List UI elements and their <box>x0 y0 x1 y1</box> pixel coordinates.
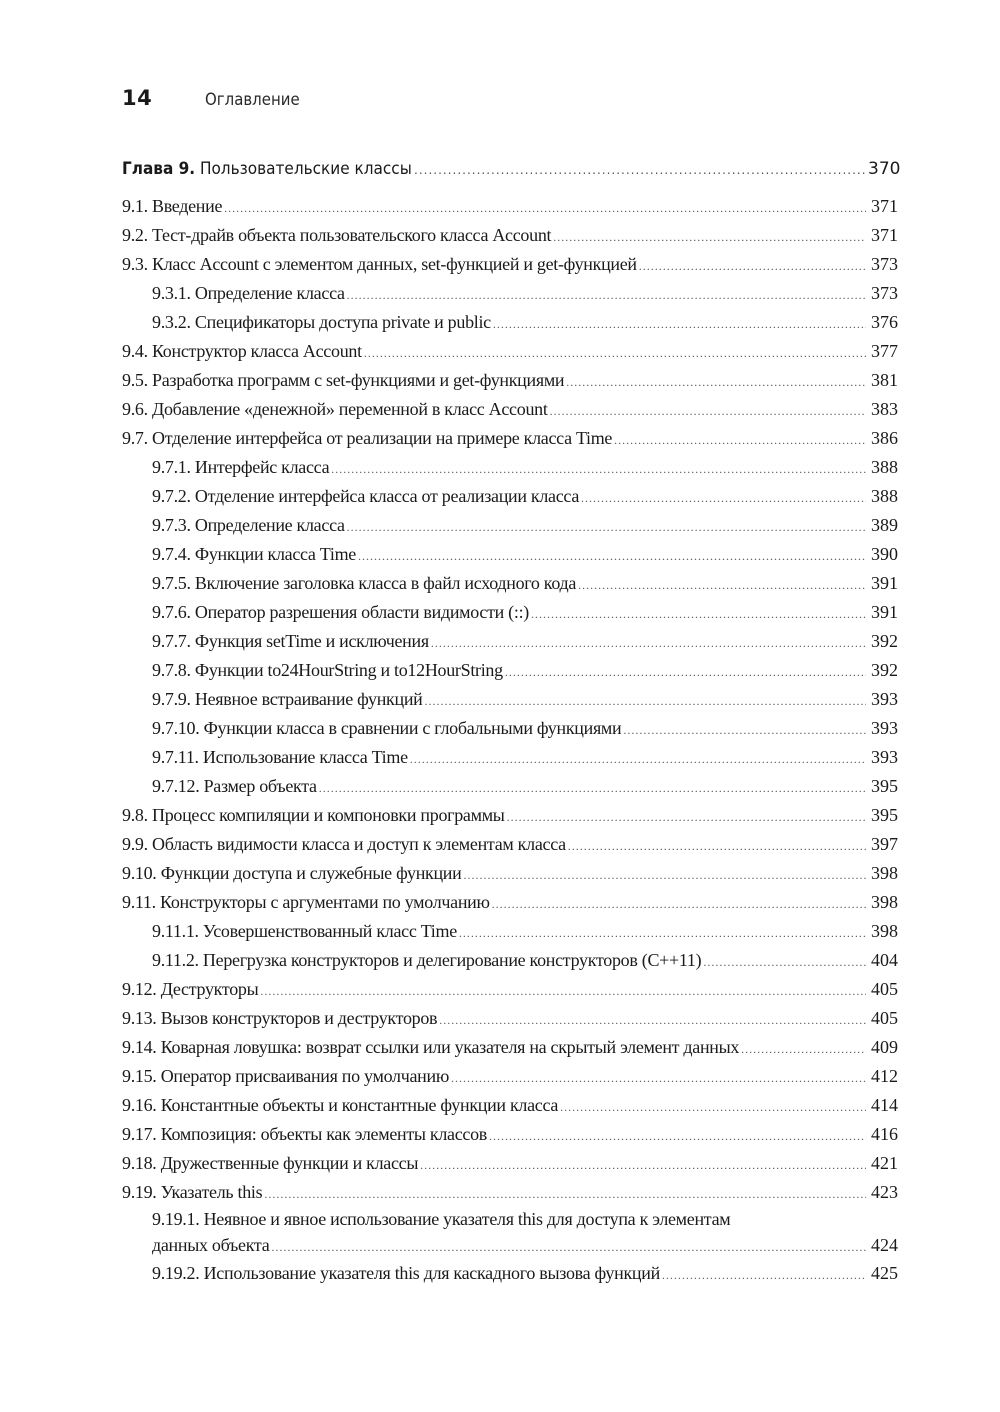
toc-subentry[interactable] <box>122 946 898 975</box>
entry-page: 404 <box>871 950 898 970</box>
entry-title: 9.8. Процесс компиляции и компоновки программы <box>122 805 505 825</box>
entry-page: 421 <box>871 1153 898 1173</box>
toc-entry[interactable] <box>122 859 898 888</box>
dot-leader <box>347 281 866 310</box>
running-head <box>122 86 313 116</box>
toc-entry[interactable] <box>122 1062 898 1091</box>
entry-title: 9.5. Разработка программ с set-функциями и get-функциями <box>122 370 565 390</box>
dot-leader <box>639 252 866 281</box>
entry-page: 414 <box>871 1095 898 1115</box>
dot-leader <box>578 571 866 600</box>
entry-title: 9.7.10. Функции класса в сравнении с глобальными функциями <box>152 718 622 738</box>
dot-leader <box>741 1035 866 1064</box>
entry-page: 397 <box>871 834 898 854</box>
dot-leader <box>364 339 866 368</box>
dot-leader <box>451 1064 866 1093</box>
toc-entry[interactable] <box>122 395 898 424</box>
entry-page: 398 <box>871 863 898 883</box>
entry-page: 381 <box>871 370 898 390</box>
entry-page: 398 <box>871 892 898 912</box>
entry-title: 9.11.1. Усовершенствованный класс Time <box>152 921 457 941</box>
dot-leader <box>550 397 866 426</box>
toc-subentry[interactable] <box>122 714 898 743</box>
entry-page: 389 <box>871 515 898 535</box>
toc-subentry[interactable] <box>122 569 898 598</box>
entry-title: 9.16. Константные объекты и константные функции класса <box>122 1095 559 1115</box>
toc-subentry[interactable] <box>122 656 898 685</box>
entry-page: 377 <box>871 341 898 361</box>
entry-title: 9.13. Вызов конструкторов и деструкторов <box>122 1008 438 1028</box>
entry-title: 9.14. Коварная ловушка: возврат ссылки или указателя на скрытый элемент данных <box>122 1037 740 1057</box>
dot-leader <box>581 484 866 513</box>
entry-page: 371 <box>871 225 898 245</box>
dot-leader <box>420 1151 866 1180</box>
dot-leader <box>553 223 866 252</box>
entry-title: 9.9. Область видимости класса и доступ к элементам класса <box>122 834 566 854</box>
dot-leader <box>492 890 866 919</box>
entry-title: 9.7.4. Функции класса Time <box>152 544 356 564</box>
entry-title: 9.7.3. Определение класса <box>152 515 345 535</box>
entry-page: 388 <box>871 457 898 477</box>
toc-entry[interactable] <box>122 1149 898 1178</box>
entry-page: 392 <box>871 631 898 651</box>
entry-title: 9.15. Оператор присваивания по умолчанию <box>122 1066 449 1086</box>
toc-entry[interactable] <box>122 366 898 395</box>
entry-page: 395 <box>871 776 898 796</box>
entry-title: 9.6. Добавление «денежной» переменной в класс Account <box>122 399 548 419</box>
toc-subentry[interactable] <box>122 279 898 308</box>
entry-page: 425 <box>871 1263 898 1283</box>
dot-leader <box>507 803 866 832</box>
entry-title: 9.4. Конструктор класса Account <box>122 341 362 361</box>
entry-page: 373 <box>871 254 898 274</box>
dot-leader <box>431 629 866 658</box>
toc-subentry[interactable] <box>122 1259 898 1288</box>
dot-leader <box>414 163 866 177</box>
toc-entry[interactable] <box>122 888 898 917</box>
dot-leader <box>703 948 866 977</box>
toc-subentry[interactable] <box>122 627 898 656</box>
dot-leader <box>410 745 866 774</box>
toc-subentry[interactable] <box>122 685 898 714</box>
dot-leader <box>662 1261 866 1290</box>
entry-title: 9.7.1. Интерфейс класса <box>152 457 330 477</box>
entry-title: 9.7. Отделение интерфейса от реализации на примере класса Time <box>122 428 613 448</box>
toc-entry[interactable] <box>122 337 898 366</box>
entry-title: 9.19.2. Использование указателя this для каскадного вызова функций <box>152 1263 660 1283</box>
toc-subentry[interactable] <box>122 917 898 946</box>
toc-chapter-entry[interactable] <box>122 159 901 189</box>
entry-page: 386 <box>871 428 898 448</box>
entry-title: 9.7.9. Неявное встраивание функций <box>152 689 423 709</box>
entry-page: 395 <box>871 805 898 825</box>
entry-title: 9.10. Функции доступа и служебные функции <box>122 863 462 883</box>
dot-leader <box>425 687 867 716</box>
entry-title: 9.17. Композиция: объекты как элементы классов <box>122 1124 488 1144</box>
entry-page: 393 <box>871 747 898 767</box>
toc-entry[interactable] <box>122 221 898 250</box>
entry-title: 9.7.7. Функция setTime и исключения <box>152 631 429 651</box>
toc-subentry[interactable] <box>122 308 898 337</box>
dot-leader <box>531 600 866 629</box>
entry-title: 9.3.2. Спецификаторы доступа private и public <box>152 312 491 332</box>
toc-subentry[interactable] <box>122 598 898 627</box>
toc-entry[interactable] <box>122 830 898 859</box>
entry-title: 9.7.5. Включение заголовка класса в файл исходного кода <box>152 573 577 593</box>
chapter-label: Глава 9. <box>122 159 196 179</box>
entry-page: 423 <box>871 1182 898 1202</box>
entry-page: 424 <box>871 1235 898 1255</box>
dot-leader <box>566 368 866 397</box>
toc-entry[interactable] <box>122 801 898 830</box>
entry-page: 393 <box>871 689 898 709</box>
entry-page: 405 <box>871 979 898 999</box>
dot-leader <box>560 1093 866 1122</box>
entry-page: 383 <box>871 399 898 419</box>
toc-subentry[interactable] <box>122 482 898 511</box>
entry-title: 9.7.8. Функции to24HourString и to12HourString <box>152 660 503 680</box>
toc-subentry[interactable] <box>122 453 898 482</box>
entry-title: 9.19. Указатель this <box>122 1182 263 1202</box>
toc-subentry[interactable] <box>122 743 898 772</box>
entry-page: 388 <box>871 486 898 506</box>
page-number: 14 <box>122 86 153 110</box>
dot-leader <box>439 1006 866 1035</box>
entry-page: 392 <box>871 660 898 680</box>
entry-page: 376 <box>871 312 898 332</box>
entry-page: 371 <box>871 196 898 216</box>
entry-page: 405 <box>871 1008 898 1028</box>
dot-leader <box>347 513 866 542</box>
toc-entry[interactable] <box>122 250 898 279</box>
entry-title: 9.7.11. Использование класса Time <box>152 747 408 767</box>
toc-entry[interactable] <box>122 975 898 1004</box>
toc-subentry[interactable] <box>122 511 898 540</box>
entry-title: 9.11.2. Перегрузка конструкторов и делегирование конструкторов (C++11) <box>152 950 702 970</box>
entry-page: 390 <box>871 544 898 564</box>
entry-page: 391 <box>871 573 898 593</box>
entry-page: 393 <box>871 718 898 738</box>
entry-title-line2: данных объекта <box>152 1235 270 1255</box>
entry-title: 9.7.6. Оператор разрешения области видимости (::) <box>152 602 529 622</box>
toc-subentry[interactable] <box>122 1207 898 1259</box>
dot-leader <box>331 455 866 484</box>
toc-subentry[interactable] <box>122 772 898 801</box>
toc-entry[interactable] <box>122 1091 898 1120</box>
dot-leader <box>319 774 866 803</box>
entry-title-line1: 9.19.1. Неявное и явное использование указателя this для доступа к элементам <box>152 1209 731 1229</box>
entry-title: 9.1. Введение <box>122 196 223 216</box>
entry-title: 9.7.12. Размер объекта <box>152 776 317 796</box>
entry-page: 373 <box>871 283 898 303</box>
dot-leader <box>271 1234 866 1261</box>
dot-leader <box>623 716 866 745</box>
dot-leader <box>505 658 866 687</box>
dot-leader <box>358 542 866 571</box>
chapter-page: 370 <box>868 159 901 179</box>
chapter-title: Пользовательские классы <box>195 159 412 179</box>
toc-entry[interactable] <box>122 192 898 221</box>
dot-leader <box>260 977 866 1006</box>
toc-entry[interactable] <box>122 1033 898 1062</box>
table-of-contents <box>122 159 901 1288</box>
dot-leader <box>493 310 866 339</box>
toc-entry[interactable] <box>122 424 898 453</box>
dot-leader <box>614 426 866 455</box>
entry-page: 391 <box>871 602 898 622</box>
dot-leader <box>489 1122 866 1151</box>
dot-leader <box>568 832 866 861</box>
entry-title: 9.3. Класс Account с элементом данных, set-функцией и get-функцией <box>122 254 637 274</box>
entry-page: 416 <box>871 1124 898 1144</box>
entry-title: 9.18. Дружественные функции и классы <box>122 1153 419 1173</box>
entry-title: 9.7.2. Отделение интерфейса класса от реализации класса <box>152 486 580 506</box>
entry-title: 9.2. Тест-драйв объекта пользовательского класса Account <box>122 225 552 245</box>
toc-entry[interactable] <box>122 1120 898 1149</box>
toc-entry[interactable] <box>122 1004 898 1033</box>
toc-subentry[interactable] <box>122 540 898 569</box>
entry-title: 9.12. Деструкторы <box>122 979 259 999</box>
entry-title: 9.3.1. Определение класса <box>152 283 345 303</box>
entry-title: 9.11. Конструкторы с аргументами по умолчанию <box>122 892 490 912</box>
toc-entry[interactable] <box>122 1178 898 1207</box>
entry-page: 409 <box>871 1037 898 1057</box>
entry-page: 412 <box>871 1066 898 1086</box>
entry-page: 398 <box>871 921 898 941</box>
running-head-title: Оглавление <box>205 90 300 110</box>
dot-leader <box>463 861 866 890</box>
dot-leader <box>264 1180 866 1209</box>
dot-leader <box>459 919 866 948</box>
dot-leader <box>224 194 866 223</box>
